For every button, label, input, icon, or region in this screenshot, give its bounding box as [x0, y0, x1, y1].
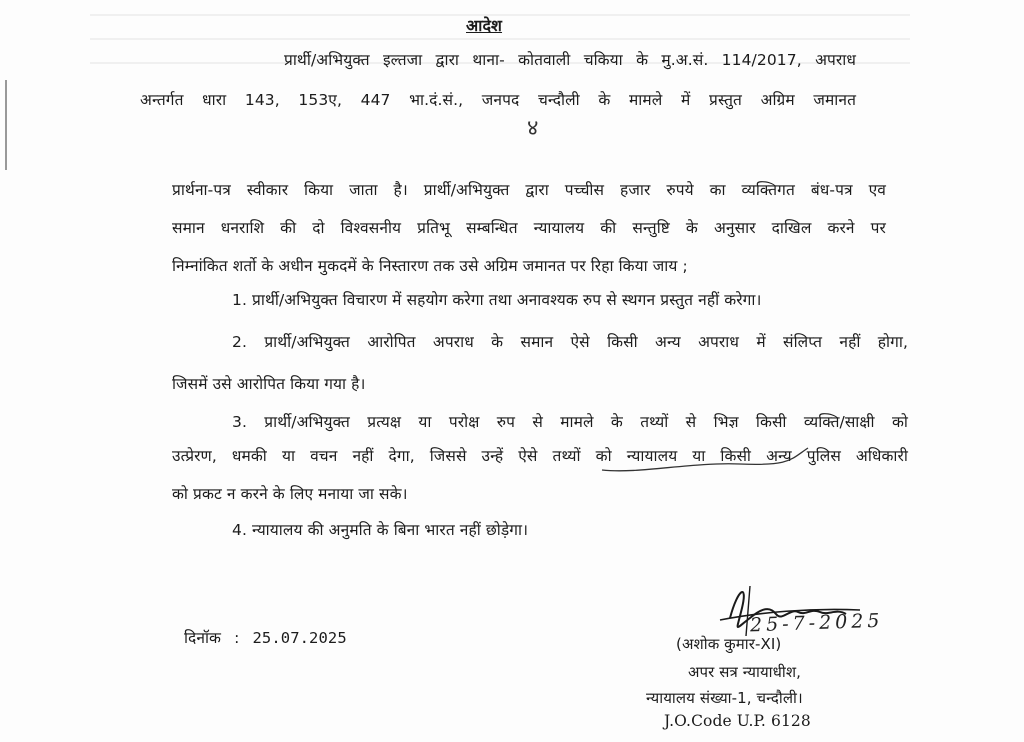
pen-underline-mark [600, 440, 810, 480]
judge-name: (अशोक कुमार-XI) [676, 635, 782, 653]
condition-3-line-1: 3. प्रार्थी/अभियुक्त प्रत्यक्ष या परोक्ष रुप से मामले के तथ्यों से भिज्ञ किसी व्यक्ति/साक्षी को [232, 413, 908, 431]
judge-designation: अपर सत्र न्यायाधीश, [688, 663, 802, 681]
order-date [184, 626, 347, 648]
judge-court: न्यायालय संख्या-1, चन्दौली। [646, 689, 803, 707]
marginal-mark: ४ [527, 116, 539, 141]
body-line-3: निम्नांकित शर्तो के अधीन मुकदमें के निस्तारण तक उसे अग्रिम जमानत पर रिहा किया जाय ; [172, 257, 688, 275]
judge-jo-code: J.O.Code U.P. 6128 [664, 712, 811, 730]
condition-2-line-2: जिसमें उसे आरोपित किया गया है। [172, 375, 366, 393]
condition-3-line-2: उत्प्रेरण, धमकी या वचन नहीं देगा, जिससे उन्हें ऐसे तथ्यों को न्यायालय या किसी अन्य पुलिस अधिकारी [172, 447, 908, 465]
condition-4: 4. न्यायालय की अनुमति के बिना भारत नहीं छोड़ेगा। [232, 521, 529, 539]
opening-line-2: अन्तर्गत धारा 143, 153ए, 447 भा.दं.सं., जनपद चन्दौली के मामले में प्रस्तुत अग्रिम जमानत [140, 91, 856, 109]
date-value: 25.07.2025 [252, 629, 347, 647]
order-title: आदेश [466, 16, 503, 35]
date-label: दिनॉक [184, 629, 222, 647]
condition-1: 1. प्रार्थी/अभियुक्त विचारण में सहयोग करेगा तथा अनावश्यक रुप से स्थगन प्रस्तुत नहीं करेगा। [232, 291, 762, 309]
body-line-2: समान धनराशि की दो विश्वसनीय प्रतिभू सम्बन्धित न्यायालय की सन्तुष्टि के अनुसार दाखिल करने पर [172, 219, 886, 237]
handwritten-date: 25-7-2025 [749, 609, 884, 637]
opening-line-1: प्रार्थी/अभियुक्त इल्तजा द्वारा थाना- कोतवाली चकिया के मु.अ.सं. 114/2017, अपराध [284, 51, 856, 69]
condition-2-line-1: 2. प्रार्थी/अभियुक्त आरोपित अपराध के समान ऐसे किसी अन्य अपराध में संलिप्त नहीं होगा, [232, 333, 908, 351]
condition-3-line-3: को प्रकट न करने के लिए मनाया जा सके। [172, 485, 408, 503]
body-line-1: प्रार्थना-पत्र स्वीकार किया जाता है। प्रार्थी/अभियुक्त द्वारा पच्चीस हजार रुपये का व्यक्तिगत बंध-पत्र एव [172, 181, 886, 199]
date-separator: : [234, 629, 240, 647]
margin-mark [0, 80, 12, 180]
